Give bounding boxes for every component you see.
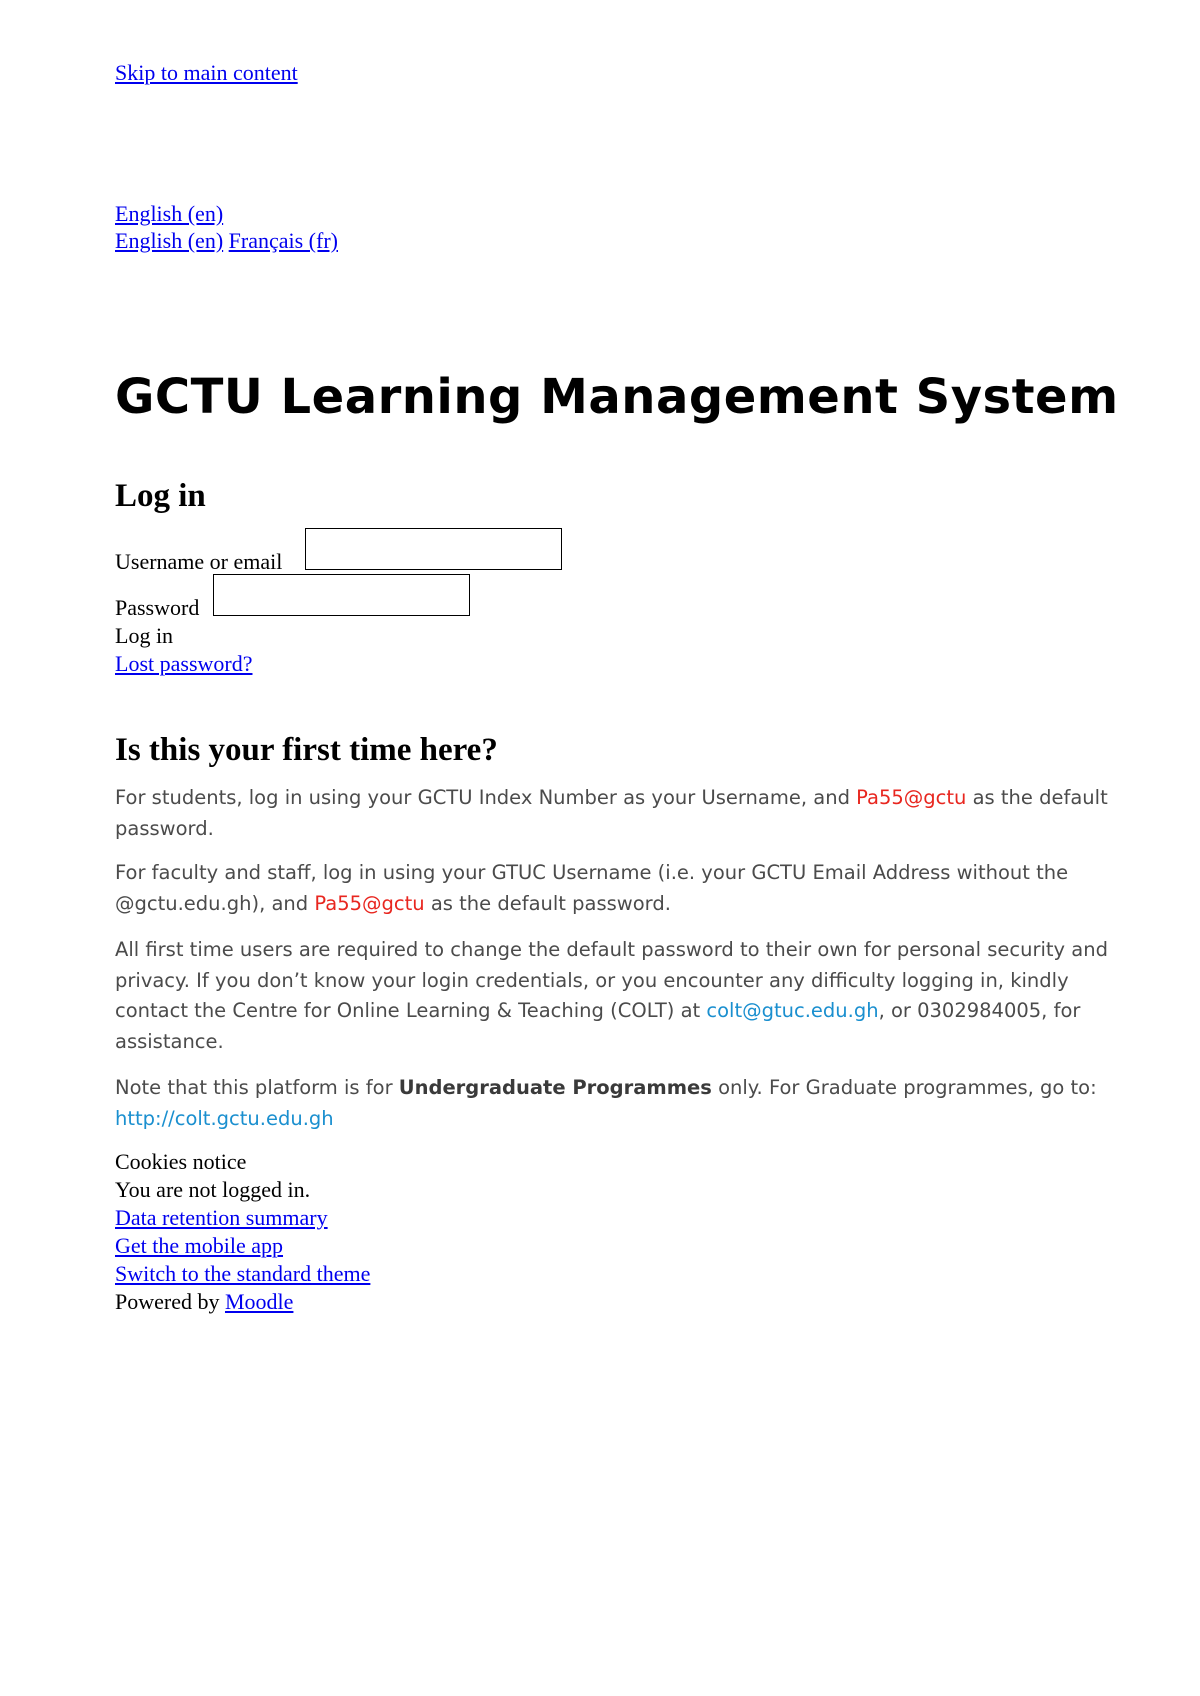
staff-text-1: For faculty and staff, log in using your GTUC Username (i.e. your GCTU Email Address without the @gctu.edu.gh), and bbox=[115, 861, 1069, 915]
staff-text-2: as the default password. bbox=[424, 891, 671, 915]
staff-instructions bbox=[115, 858, 1135, 919]
note-text-2: only. For Graduate programmes, go to: bbox=[711, 1076, 1097, 1099]
login-button[interactable]: Log in bbox=[115, 623, 174, 648]
first-time-users-text-1: All first time users are required to change the default password to their own for personal security and privacy. If you don’t know your login credentials, or you encounter any difficulty logging in, kindly contact the Centre for Online Learning & Teaching (COLT) at bbox=[115, 938, 1108, 1022]
username-input[interactable] bbox=[305, 528, 562, 570]
moodle-link[interactable]: Moodle bbox=[224, 1289, 294, 1314]
login-status: You are not logged in. bbox=[115, 1177, 311, 1202]
language-menu-current[interactable]: English (en) bbox=[115, 201, 224, 226]
students-text-1: For students, log in using your GCTU Index Number as your Username, and bbox=[115, 786, 857, 809]
note-undergraduate-bold: Undergraduate Programmes bbox=[398, 1076, 712, 1099]
graduate-platform-link[interactable]: http://colt.gctu.edu.gh bbox=[115, 1106, 334, 1130]
students-instructions bbox=[115, 783, 1135, 844]
data-retention-link[interactable]: Data retention summary bbox=[115, 1205, 328, 1230]
colt-email-link[interactable]: colt@gtuc.edu.gh bbox=[706, 999, 879, 1022]
powered-by bbox=[115, 1288, 293, 1316]
students-text-2: as the default password. bbox=[115, 786, 1108, 840]
powered-by-text: Powered by bbox=[115, 1289, 225, 1314]
language-option-fr[interactable]: Français (fr) bbox=[228, 228, 338, 253]
first-time-users-text-2: , or 0302984005, for assistance. bbox=[115, 999, 1081, 1053]
password-label: Password bbox=[115, 595, 200, 620]
username-label: Username or email bbox=[115, 549, 283, 574]
default-password-staff: Pa55@gctu bbox=[314, 891, 425, 915]
mobile-app-link[interactable]: Get the mobile app bbox=[115, 1233, 284, 1258]
note-text-1: Note that this platform is for bbox=[115, 1076, 399, 1099]
graduate-note bbox=[115, 1073, 1135, 1134]
site-title: GCTU Learning Management System bbox=[115, 369, 1119, 425]
login-heading: Log in bbox=[115, 478, 206, 514]
skip-to-main-content-link[interactable]: Skip to main content bbox=[115, 60, 298, 85]
lost-password-link[interactable]: Lost password? bbox=[115, 651, 253, 676]
cookies-notice[interactable]: Cookies notice bbox=[115, 1149, 247, 1174]
password-input[interactable] bbox=[213, 574, 470, 616]
default-password-students: Pa55@gctu bbox=[856, 786, 967, 809]
language-menu-options bbox=[115, 227, 338, 255]
first-time-users-notice bbox=[115, 935, 1135, 1057]
language-option-en[interactable]: English (en) bbox=[115, 228, 224, 253]
switch-theme-link[interactable]: Switch to the standard theme bbox=[115, 1261, 371, 1286]
first-time-heading: Is this your first time here? bbox=[115, 732, 498, 768]
